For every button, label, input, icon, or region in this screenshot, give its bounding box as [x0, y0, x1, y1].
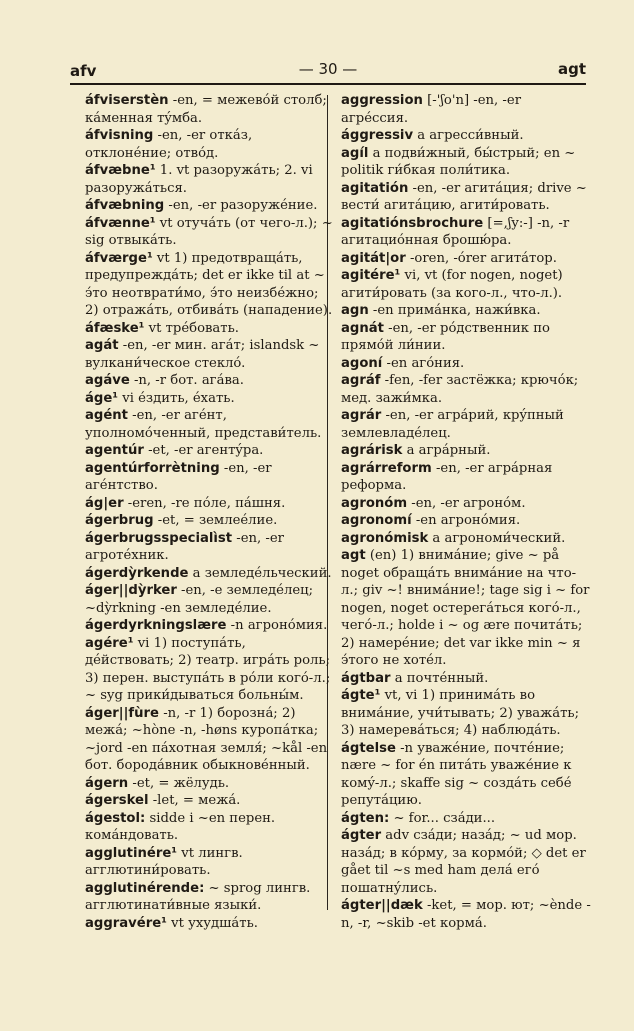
- entry-headword: ágerbrug: [85, 513, 154, 528]
- entry-definition: vt лингв. агглютини́ровать.: [85, 845, 243, 878]
- dictionary-entry: [84, 390, 336, 408]
- entry-definition: vt, vi 1) принимáть во внимáние, учи́тывать; 2) уважáть; 3) намеревáться; 4) наблюдáть.: [341, 688, 580, 738]
- dictionary-entry: [84, 617, 336, 635]
- entry-headword: ágerdyrkningslære: [85, 618, 227, 633]
- dictionary-entry: [84, 792, 336, 810]
- entry-definition: -en, -er агéнт, уполномóченный, представи́тель.: [85, 408, 322, 441]
- entry-headword: agrárisk: [341, 443, 403, 458]
- entry-headword: ágtbar: [341, 670, 391, 686]
- dictionary-entry: [84, 372, 336, 390]
- entry-headword: agglutinérende:: [85, 880, 205, 896]
- entry-definition: a агрономи́ческий.: [428, 530, 566, 546]
- entry-definition: -en, -er агéнтство.: [85, 460, 272, 493]
- entry-headword: agáve: [85, 373, 130, 388]
- entry-definition: adv сзáди; назáд; ~ ud мор. назáд; в кóрму, за кормóй; ◇ det er gået til ~s med ham делá егó пошатнýлись.: [341, 828, 586, 896]
- entry-definition: a земледéльческий.: [188, 565, 332, 581]
- entry-headword: agt: [341, 548, 366, 563]
- entry-headword: ág|er: [85, 495, 124, 511]
- entry-definition: -en, = межевóй столб; кáменная тýмба.: [85, 93, 327, 126]
- entry-headword: ágter||dæk: [341, 898, 423, 913]
- entry-definition: sidde i ~en перен. комáндовать.: [85, 810, 276, 843]
- entry-headword: áfviserstèn: [85, 93, 169, 108]
- dictionary-entry: [340, 92, 592, 127]
- entry-definition: -en, -er агрáрий, крýпный землевладéлец.: [341, 408, 564, 441]
- dictionary-entry: [340, 302, 592, 320]
- entry-definition: -en примáнка, нажи́вка.: [368, 303, 541, 318]
- entry-headword: ágerskel: [85, 793, 149, 808]
- entry-headword: agént: [85, 408, 128, 423]
- dictionary-entry: [84, 320, 336, 338]
- entry-headword: agrár: [341, 408, 382, 423]
- dictionary-entry: [340, 215, 592, 250]
- page-number: — 30 —: [298, 60, 358, 78]
- entry-headword: ággressiv: [341, 128, 414, 143]
- entry-definition: -et, = землеéлие.: [153, 513, 278, 528]
- dictionary-entry: [340, 740, 592, 810]
- entry-headword: áger||dỳrker: [85, 583, 177, 598]
- entry-definition: vi 1) поступáть, дéйствовать; 2) театр. игрáть роль; 3) перен. выступáть в рóли когó-л.; ~ syg прики́дываться больны́м.: [85, 635, 331, 703]
- dictionary-entry: [340, 320, 592, 355]
- entry-headword: agíl: [341, 145, 369, 161]
- right-column: [340, 92, 592, 932]
- dictionary-entry: [340, 145, 592, 180]
- entry-definition: vi éздить, éхать.: [118, 390, 235, 406]
- entry-headword: ágerdỳrkende: [85, 565, 189, 581]
- dictionary-entry: [84, 635, 336, 705]
- entry-definition: 1. vt разоружáть; 2. vi разоружáться.: [85, 163, 313, 196]
- entry-headword: agoní: [341, 355, 383, 371]
- entry-definition: -en, -er мин. агáт; islandsk ~ вулкани́ческое стеклó.: [85, 338, 320, 371]
- entry-headword: agitát|or: [341, 250, 406, 266]
- entry-headword: áfværge¹: [85, 250, 153, 266]
- entry-definition: a агресси́вный.: [413, 128, 524, 143]
- left-column: [84, 92, 336, 932]
- dictionary-entry: [340, 530, 592, 548]
- dictionary-entry: [340, 687, 592, 740]
- dictionary-entry: [84, 92, 336, 127]
- dictionary-entry: [84, 775, 336, 793]
- entry-definition: -en, -er агитáция; drive ~ вести́ агитáцию, агити́ровать.: [341, 180, 587, 213]
- entry-definition: (en) 1) внимáние; give ~ på noget обращáть внимáние на что-л.; giv ~! внимáние!; tage sig i ~ for nogen, noget остерегáться когó-л., чегó-л.; holde i ~ og ære почитáть; 2) намерéние; det var ikke min ~ я э́того не хотéл.: [341, 548, 590, 668]
- entry-headword: aggression: [341, 93, 423, 108]
- entry-headword: agát: [85, 338, 119, 353]
- entry-definition: -et, = жёлудь.: [128, 775, 230, 791]
- entry-headword: agentúrforrètning: [85, 460, 220, 476]
- entry-definition: -n, -r 1) борознá; 2) межá; ~hòne -n, -høns куропáтка; ~jord -en пáхотная земля́; ~kål -en бот. бородáвник обыкновéнный.: [85, 705, 328, 773]
- entry-definition: a подви́жный, бы́стрый; en ~ politik ги́бкая поли́тика.: [341, 145, 576, 178]
- entry-definition: -fen, -fer застёжка; крючóк; мед. зажи́мка.: [341, 373, 579, 406]
- entry-headword: ágten:: [341, 810, 390, 826]
- entry-definition: vt 1) предотвращáть, предупреждáть; det er ikke til at ~ э́то неотврати́мо, э́то неизбéжно; 2) отражáть, отбивáть (нападение).: [85, 250, 333, 318]
- entry-headword: áfæske¹: [85, 320, 145, 336]
- dictionary-entry: [84, 810, 336, 845]
- entry-definition: vt ухудшáть.: [166, 915, 258, 931]
- entry-headword: agrárreform: [341, 460, 432, 476]
- entry-headword: agn: [341, 303, 369, 318]
- dictionary-entry: [84, 250, 336, 320]
- entry-definition: -en, -er агронóм.: [407, 495, 526, 511]
- entry-definition: -en, -er откáз, отклонéние; отвóд.: [85, 128, 253, 161]
- entry-definition: -let, = межá.: [148, 793, 241, 808]
- dictionary-entry: [340, 372, 592, 407]
- entry-headword: áge¹: [85, 390, 119, 406]
- dictionary-entry: [340, 670, 592, 688]
- entry-definition: a почтéнный.: [390, 670, 489, 686]
- dictionary-entry: [340, 407, 592, 442]
- entry-definition: -n уважéние, почтéние; nære ~ for én питáть уважéние к комý-л.; skaffe sig ~ создáть себé репутáцию.: [341, 740, 572, 808]
- entry-definition: vi, vt (for nogen, noget) агити́ровать (за кого-л., что-л.).: [341, 268, 563, 301]
- entry-definition: a агрáрный.: [402, 443, 491, 458]
- dictionary-entry: [340, 180, 592, 215]
- dictionary-entry: [84, 460, 336, 495]
- entry-headword: agnát: [341, 320, 384, 336]
- dictionary-entry: [340, 267, 592, 302]
- dictionary-entry: [340, 827, 592, 897]
- entry-headword: ágter: [341, 828, 382, 843]
- entry-definition: [-'ʃo'n] -en, -er агрéссия.: [341, 93, 522, 126]
- entry-headword: áger||fùre: [85, 705, 159, 721]
- dictionary-entry: [340, 495, 592, 513]
- entry-headword: agitatiónsbrochure: [341, 215, 484, 231]
- header-rule: [70, 83, 586, 85]
- dictionary-entry: [84, 215, 336, 250]
- dictionary-entry: [84, 705, 336, 775]
- entry-headword: ágestol:: [85, 810, 146, 826]
- entry-definition: -en агóния.: [382, 355, 465, 371]
- entry-headword: áfvænne¹: [85, 215, 156, 231]
- dictionary-entry: [84, 845, 336, 880]
- entry-definition: ~ sprog лингв. агглютинати́вные языки́.: [85, 880, 311, 913]
- page-header: [70, 60, 586, 84]
- entry-headword: agitére¹: [341, 268, 401, 283]
- dictionary-entry: [340, 897, 592, 932]
- dictionary-entry: [84, 162, 336, 197]
- dictionary-entry: [84, 442, 336, 460]
- entry-headword: agronóm: [341, 495, 408, 511]
- entry-headword: agglutinére¹: [85, 845, 178, 861]
- dictionary-entry: [340, 810, 592, 828]
- header-right-guide-word: agt: [557, 60, 586, 78]
- dictionary-entry: [84, 530, 336, 565]
- entry-headword: agráf: [341, 373, 381, 388]
- entry-definition: -et, -er агентýра.: [143, 443, 264, 458]
- entry-definition: vt отучáть (от чего-л.); ~ sig отвыкáть.: [85, 215, 333, 248]
- dictionary-entry: [340, 460, 592, 495]
- entry-definition: -oren, -órer агитáтор.: [405, 250, 557, 266]
- entry-headword: agentúr: [85, 443, 144, 458]
- entry-headword: agitatión: [341, 180, 409, 196]
- entry-definition: -en, -er рóдственник по прямóй ли́нии.: [341, 320, 550, 353]
- entry-definition: ~ for... сзáди...: [389, 810, 496, 826]
- entry-definition: -ket, = мор. ют; ~ènde -n, -r, ~skib -et кормá.: [341, 898, 591, 931]
- entry-headword: áfvisning: [85, 128, 154, 143]
- entry-definition: -en, -er агротéхник.: [85, 530, 284, 563]
- entry-headword: ágte¹: [341, 688, 381, 703]
- entry-definition: -en агронóмия.: [411, 513, 521, 528]
- entry-definition: [=,ʃy:-] -n, -r агитациóнная брошю́ра.: [341, 215, 570, 248]
- dictionary-entry: [84, 512, 336, 530]
- dictionary-entry: [84, 337, 336, 372]
- entry-headword: áfvæbning: [85, 198, 165, 213]
- entry-headword: agronómisk: [341, 530, 429, 546]
- dictionary-entry: [340, 512, 592, 530]
- entry-headword: agronomí: [341, 513, 412, 528]
- entry-definition: -en, -er разоружéние.: [164, 198, 318, 213]
- entry-definition: -n агронóмия.: [226, 618, 328, 633]
- dictionary-entry: [84, 582, 336, 617]
- entry-headword: ágtelse: [341, 740, 396, 756]
- entry-definition: -en, -e земледéлец; ~dỳrkning -en земледéлие.: [85, 583, 314, 616]
- dictionary-entry: [84, 127, 336, 162]
- dictionary-entry: [84, 880, 336, 915]
- entry-headword: ágern: [85, 775, 129, 791]
- entry-definition: -eren, -re пóле, пáшня.: [123, 495, 286, 511]
- entry-headword: agére¹: [85, 635, 134, 651]
- dictionary-entry: [84, 565, 336, 583]
- header-left-guide-word: afv: [70, 62, 97, 80]
- entry-headword: aggravére¹: [85, 915, 167, 931]
- dictionary-entry: [340, 442, 592, 460]
- dictionary-entry: [340, 127, 592, 145]
- entry-definition: -en, -er агрáрная реформа.: [341, 460, 553, 493]
- entry-definition: vt трéбовать.: [144, 320, 239, 336]
- dictionary-entry: [84, 915, 336, 933]
- dictionary-entry: [84, 407, 336, 442]
- dictionary-entry: [84, 495, 336, 513]
- dictionary-entry: [340, 355, 592, 373]
- entry-headword: áfvæbne¹: [85, 163, 156, 178]
- entry-definition: -n, -r бот. агáва.: [129, 373, 244, 388]
- dictionary-entry: [340, 547, 592, 670]
- entry-headword: ágerbrugsspecialìst: [85, 530, 233, 546]
- dictionary-entry: [340, 250, 592, 268]
- dictionary-entry: [84, 197, 336, 215]
